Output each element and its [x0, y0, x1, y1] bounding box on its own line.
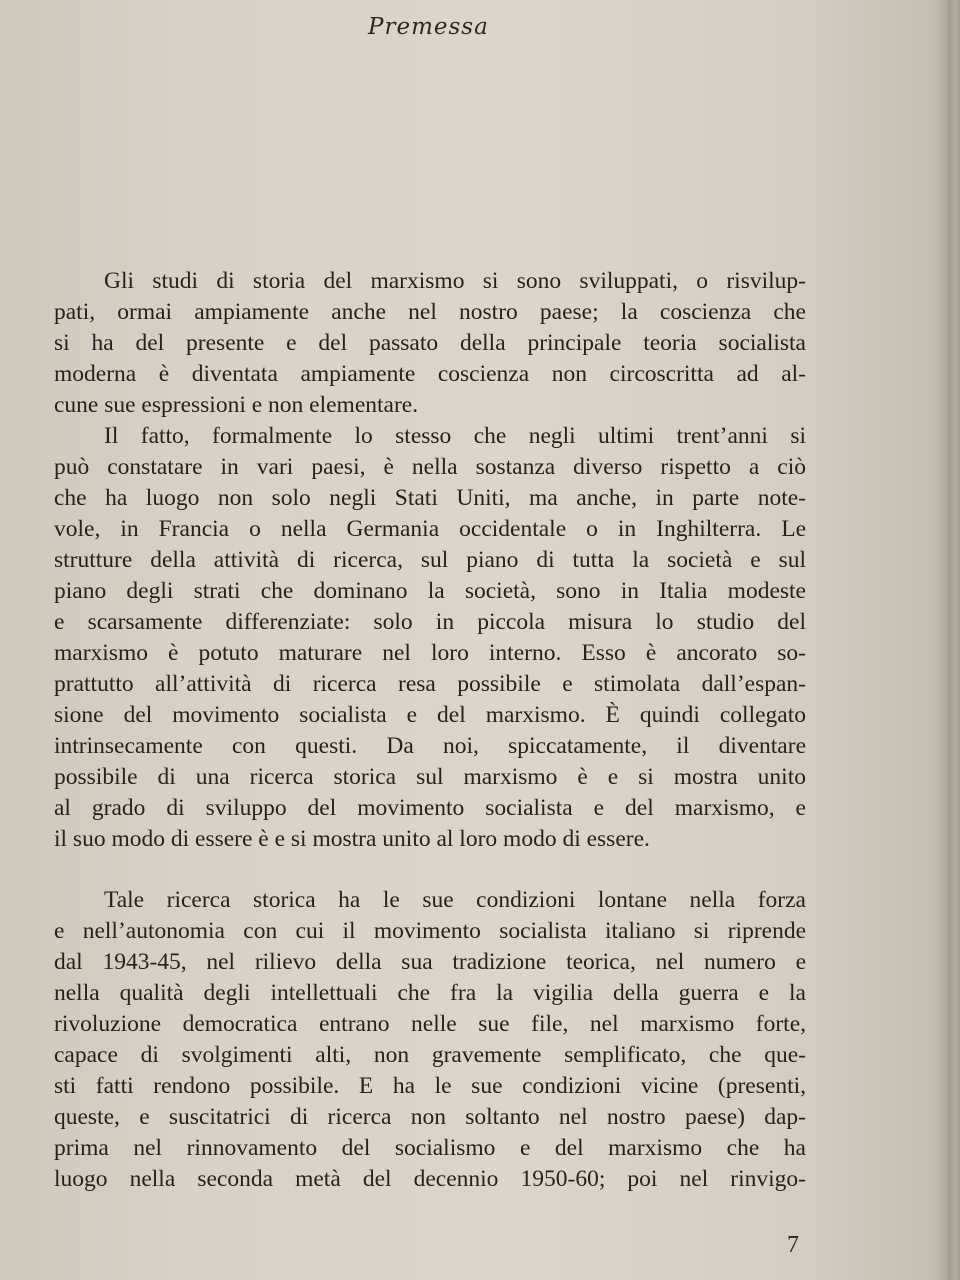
text-line: sione del movimento socialista e del marxismo. È quindi collegato: [54, 702, 806, 728]
paragraph-3: [54, 885, 806, 1195]
text-line: il suo modo di essere è e si mostra unito al loro modo di essere.: [54, 826, 650, 852]
paragraph-2: [54, 421, 806, 855]
text-line: marxismo è potuto maturare nel loro interno. Esso è ancorato so-: [54, 640, 806, 666]
text-line: nella qualità degli intellettuali che fra la vigilia della guerra e la: [54, 980, 806, 1006]
text-line: prattutto all’attività di ricerca resa possibile e stimolata dall’espan-: [54, 671, 806, 697]
text-line: vole, in Francia o nella Germania occidentale o in Inghilterra. Le: [54, 516, 806, 542]
text-line: può constatare in vari paesi, è nella sostanza diverso rispetto a ciò: [54, 454, 806, 480]
text-line: pati, ormai ampiamente anche nel nostro paese; la coscienza che: [54, 299, 806, 325]
text-line: luogo nella seconda metà del decennio 1950-60; poi nel rinvigo-: [54, 1166, 806, 1192]
text-line: moderna è diventata ampiamente coscienza non circoscritta ad al-: [54, 361, 806, 387]
running-head: Premessa: [368, 14, 489, 40]
text-line: dal 1943-45, nel rilievo della sua tradizione teorica, nel numero e: [54, 949, 806, 975]
page-number: 7: [787, 1232, 799, 1258]
paragraph-1: [54, 266, 806, 421]
text-line: e nell’autonomia con cui il movimento socialista italiano si riprende: [54, 918, 806, 944]
text-line: si ha del presente e del passato della principale teoria socialista: [54, 330, 806, 356]
text-line: queste, e suscitatrici di ricerca non soltanto nel nostro paese) dap-: [54, 1104, 806, 1130]
text-line: e scarsamente differenziate: solo in piccola misura lo studio del: [54, 609, 806, 635]
page-edge: [948, 0, 960, 1280]
text-line: capace di svolgimenti alti, non gravemente semplificato, che que-: [54, 1042, 806, 1068]
text-line: al grado di sviluppo del movimento socialista e del marxismo, e: [54, 795, 806, 821]
text-line: possibile di una ricerca storica sul marxismo è e si mostra unito: [54, 764, 806, 790]
text-line: sti fatti rendono possibile. E ha le sue condizioni vicine (presenti,: [54, 1073, 806, 1099]
text-line: cune sue espressioni e non elementare.: [54, 392, 419, 418]
text-line: Gli studi di storia del marxismo si sono sviluppati, o risvilup-: [104, 268, 806, 294]
text-line: Tale ricerca storica ha le sue condizioni lontane nella forza: [104, 887, 806, 913]
text-line: intrinsecamente con questi. Da noi, spiccatamente, il diventare: [54, 733, 806, 759]
text-line: piano degli strati che dominano la società, sono in Italia modeste: [54, 578, 806, 604]
text-line: prima nel rinnovamento del socialismo e del marxismo che ha: [54, 1135, 806, 1161]
text-line: strutture della attività di ricerca, sul piano di tutta la società e sul: [54, 547, 806, 573]
text-line: rivoluzione democratica entrano nelle sue file, nel marxismo forte,: [54, 1011, 806, 1037]
body-text: [54, 266, 806, 1195]
text-line: che ha luogo non solo negli Stati Uniti, ma anche, in parte note-: [54, 485, 806, 511]
text-line: Il fatto, formalmente lo stesso che negli ultimi trent’anni si: [104, 423, 806, 449]
